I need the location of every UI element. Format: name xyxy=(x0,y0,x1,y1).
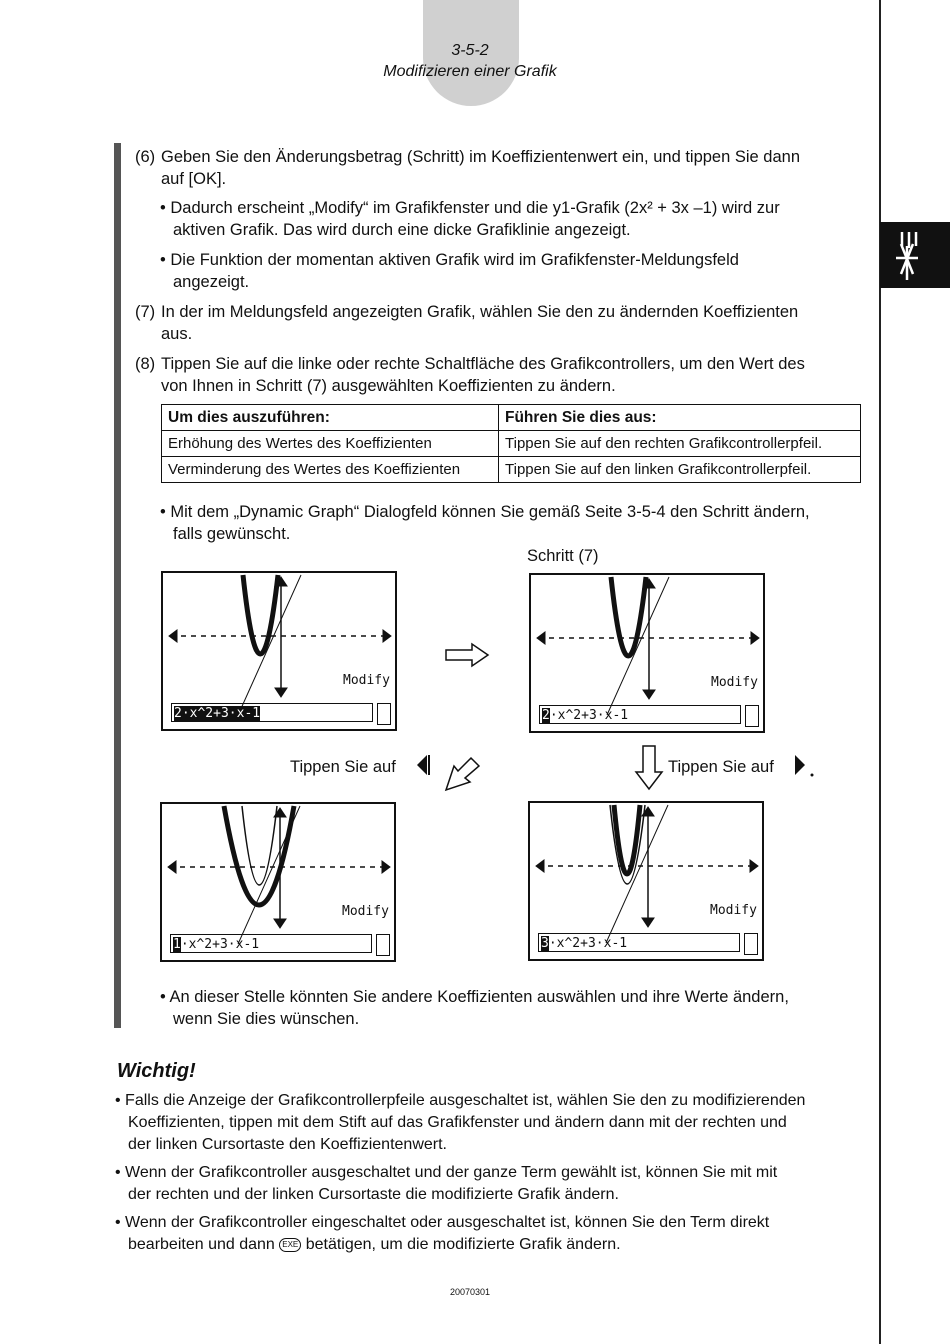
step-8-text: Tippen Sie auf die linke oder rechte Schaltfläche des Grafikcontrollers, um den Wert des xyxy=(161,355,805,373)
calculator-screen xyxy=(528,801,764,961)
exe-key-label: EXE xyxy=(282,1239,299,1249)
bullet-other-coefficients: • An dieser Stelle könnten Sie andere Koeffizienten auswählen und ihre Werte ändern, xyxy=(160,988,789,1006)
table-row xyxy=(162,457,861,483)
caption-step-7: Schritt (7) xyxy=(527,547,599,565)
step-7-text: In der im Meldungsfeld angezeigten Grafik, wählen Sie den zu ändernden Koeffizienten xyxy=(161,303,799,321)
calculator-screen xyxy=(161,571,397,731)
selected-coefficient: 2 xyxy=(542,708,550,723)
scroll-arrows-icon xyxy=(744,933,758,955)
step-7-number: (7) xyxy=(135,303,156,321)
important-item: • Wenn der Grafikcontroller ausgeschaltet und der ganze Term gewählt ist, können Sie mit mit xyxy=(115,1164,778,1181)
important-item: • Falls die Anzeige der Grafikcontrollerpfeile ausgeschaltet ist, wählen Sie den zu modifizierenden xyxy=(115,1092,806,1109)
caption-tap-left: Tippen Sie auf xyxy=(290,758,396,776)
function-text: ·x^2+3·x-1 xyxy=(549,708,629,723)
bullet-modify-appears-cont: aktiven Grafik. Das wird durch eine dicke Grafiklinie angezeigt. xyxy=(173,221,631,239)
important-heading: Wichtig! xyxy=(117,1060,196,1082)
modify-label: Modify xyxy=(711,675,758,690)
table-cell: Tippen Sie auf den rechten Grafikcontrollerpfeil. xyxy=(499,431,861,457)
selected-coefficient: 3 xyxy=(541,936,549,951)
step-7-text-cont: aus. xyxy=(161,325,193,343)
modify-label: Modify xyxy=(710,903,757,918)
arrow-down-icon xyxy=(634,744,664,792)
section-title: Modifizieren einer Grafik xyxy=(383,63,557,80)
bullet-modify-appears: • Dadurch erscheint „Modify“ im Grafikfenster und die y1-Grafik (2x² + 3x –1) wird zur xyxy=(160,199,780,217)
table-cell: Erhöhung des Wertes des Koeffizienten xyxy=(162,431,499,457)
bullet-other-coefficients-cont: wenn Sie dies wünschen. xyxy=(173,1010,360,1028)
step-6-text: Geben Sie den Änderungsbetrag (Schritt) im Koeffizientenwert ein, und tippen Sie dann xyxy=(161,148,801,166)
table-header-row xyxy=(162,405,861,431)
arrow-down-left-icon xyxy=(442,754,482,794)
change-bar xyxy=(114,143,121,1028)
page-number: 3-5-2 xyxy=(451,42,489,59)
left-triangle-icon xyxy=(415,753,431,777)
calculator-screen xyxy=(529,573,765,733)
arrow-right-icon xyxy=(444,642,492,668)
bullet-dynamic-graph-cont: falls gewünscht. xyxy=(173,525,291,543)
table-header: Führen Sie dies aus: xyxy=(499,405,861,431)
modify-label: Modify xyxy=(343,673,390,688)
action-table xyxy=(161,404,861,483)
important-item: • Wenn der Grafikcontroller eingeschaltet oder ausgeschaltet ist, können Sie den Term direkt xyxy=(115,1214,770,1231)
scroll-arrows-icon xyxy=(376,934,390,956)
function-text: ·x^2+3·x-1 xyxy=(180,937,260,952)
important-item-cont: Koeffizienten, tippen mit dem Stift auf das Grafikfenster und ändern dann mit der rechten und xyxy=(128,1114,787,1131)
scroll-arrows-icon xyxy=(377,703,391,725)
right-triangle-icon xyxy=(793,753,815,777)
step-8-text-cont: von Ihnen in Schritt (7) ausgewählten Koeffizienten zu ändern. xyxy=(161,377,616,395)
modify-label: Modify xyxy=(342,904,389,919)
table-cell: Verminderung des Wertes des Koeffizienten xyxy=(162,457,499,483)
selected-coefficient: 2·x^2+3·x-1 xyxy=(174,706,261,721)
selected-coefficient: 1 xyxy=(173,937,181,952)
function-entry-box xyxy=(171,703,373,722)
graph-mode-icon xyxy=(880,222,950,288)
bullet-dynamic-graph: • Mit dem „Dynamic Graph“ Dialogfeld können Sie gemäß Seite 3-5-4 den Schritt ändern, xyxy=(160,503,810,521)
important-text: bearbeiten und dann xyxy=(128,1236,275,1253)
table-cell: Tippen Sie auf den linken Grafikcontrollerpfeil. xyxy=(499,457,861,483)
important-item-cont: der rechten und der linken Cursortaste die modifizierte Grafik ändern. xyxy=(128,1186,619,1203)
step-6-text-cont: auf [OK]. xyxy=(161,170,227,188)
calculator-screen xyxy=(160,802,396,962)
caption-tap-right: Tippen Sie auf xyxy=(668,758,774,776)
bullet-active-function-cont: angezeigt. xyxy=(173,273,250,291)
important-item-cont xyxy=(128,1234,621,1256)
step-8-number: (8) xyxy=(135,355,156,373)
important-text: betätigen, um die modifizierte Grafik ändern. xyxy=(305,1236,621,1253)
function-text: ·x^2+3·x-1 xyxy=(548,936,628,951)
bullet-active-function: • Die Funktion der momentan aktiven Grafik wird im Grafikfenster-Meldungsfeld xyxy=(160,251,739,269)
scroll-arrows-icon xyxy=(745,705,759,727)
footer-code: 20070301 xyxy=(449,1287,491,1297)
page-edge-rule xyxy=(879,0,881,1344)
function-entry-box xyxy=(170,934,372,953)
function-entry-box xyxy=(538,933,740,952)
function-entry-box xyxy=(539,705,741,724)
chapter-tab xyxy=(880,222,950,288)
step-6-number: (6) xyxy=(135,148,156,166)
table-header: Um dies auszuführen: xyxy=(162,405,499,431)
table-row xyxy=(162,431,861,457)
important-item-cont: der linken Cursortaste den Koeffizientenwert. xyxy=(128,1136,447,1153)
exe-key-icon xyxy=(279,1238,301,1252)
